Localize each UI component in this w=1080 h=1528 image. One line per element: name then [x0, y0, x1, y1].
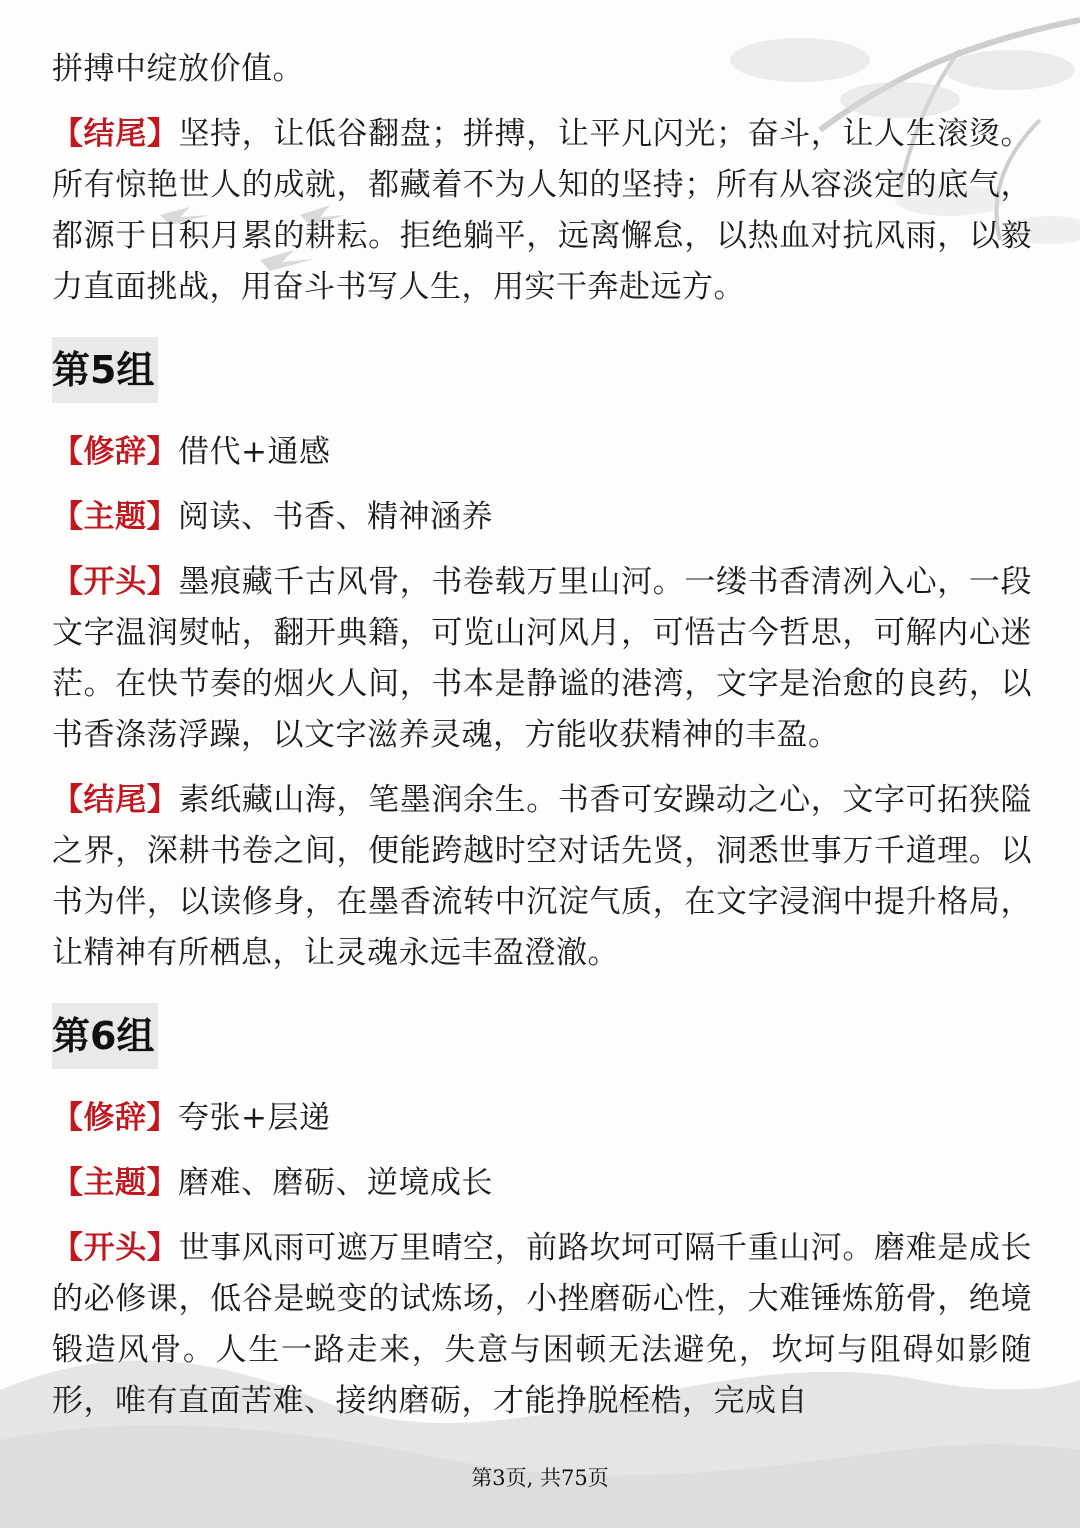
section-tag-label: 【修辞】	[52, 1100, 178, 1136]
group-heading: 第5组	[52, 337, 158, 403]
paragraph-text: 世事风雨可遮万里晴空，前路坎坷可隔千重山河。磨难是成长的必修课，低谷是蜕变的试炼场，小挫磨砺心性，大难锤炼筋骨，绝境锻造风骨。人生一路走来，失意与困顿无法避免，坎坷与阻碍如影随形，唯有直面苦难、接纳磨砺，才能挣脱桎梏，完成自	[52, 1230, 1032, 1419]
section-tag-label: 【主题】	[52, 1165, 178, 1201]
paragraph-text: 借代+通感	[178, 434, 331, 470]
paragraph	[52, 1158, 1032, 1209]
section-tag-label: 【主题】	[52, 499, 178, 535]
document-body	[52, 44, 1032, 1441]
paragraph	[52, 1093, 1032, 1144]
paragraph-text: 磨难、磨砺、逆境成长	[178, 1165, 493, 1201]
group-heading-wrapper	[52, 993, 1032, 1093]
paragraph	[52, 427, 1032, 478]
paragraph	[52, 775, 1032, 979]
paragraph	[52, 492, 1032, 543]
paragraph-text: 夸张+层递	[178, 1100, 331, 1136]
section-tag-label: 【修辞】	[52, 434, 178, 470]
paragraph-text: 拼搏中绽放价值。	[52, 51, 304, 87]
paragraph	[52, 109, 1032, 313]
section-tag-label: 【开头】	[52, 564, 179, 600]
group-heading: 第6组	[52, 1003, 158, 1069]
section-tag-label: 【结尾】	[52, 116, 179, 152]
paragraph-text: 素纸藏山海，笔墨润余生。书香可安躁动之心，文字可拓狭隘之界，深耕书卷之间，便能跨越时空对话先贤，洞悉世事万千道理。以书为伴，以读修身，在墨香流转中沉淀气质，在文字浸润中提升格局，让精神有所栖息，让灵魂永远丰盈澄澈。	[52, 782, 1032, 971]
paragraph	[52, 1223, 1032, 1427]
group-heading-wrapper	[52, 327, 1032, 427]
section-tag-label: 【开头】	[52, 1230, 179, 1266]
paragraph-text: 阅读、书香、精神涵养	[178, 499, 493, 535]
paragraph-text: 墨痕藏千古风骨，书卷载万里山河。一缕书香清冽入心，一段文字温润熨帖，翻开典籍，可览山河风月，可悟古今哲思，可解内心迷茫。在快节奏的烟火人间，书本是静谧的港湾，文字是治愈的良药，以书香涤荡浮躁，以文字滋养灵魂，方能收获精神的丰盈。	[52, 564, 1032, 753]
section-tag-label: 【结尾】	[52, 782, 179, 818]
paragraph	[52, 44, 1032, 95]
paragraph	[52, 557, 1032, 761]
page-number: 第3页, 共75页	[471, 1466, 609, 1490]
paragraph-text: 坚持，让低谷翻盘；拼搏，让平凡闪光；奋斗，让人生滚烫。所有惊艳世人的成就，都藏着不为人知的坚持；所有从容淡定的底气，都源于日积月累的耕耘。拒绝躺平，远离懈怠，以热血对抗风雨，以毅力直面挑战，用奋斗书写人生，用实干奔赴远方。	[52, 116, 1032, 305]
